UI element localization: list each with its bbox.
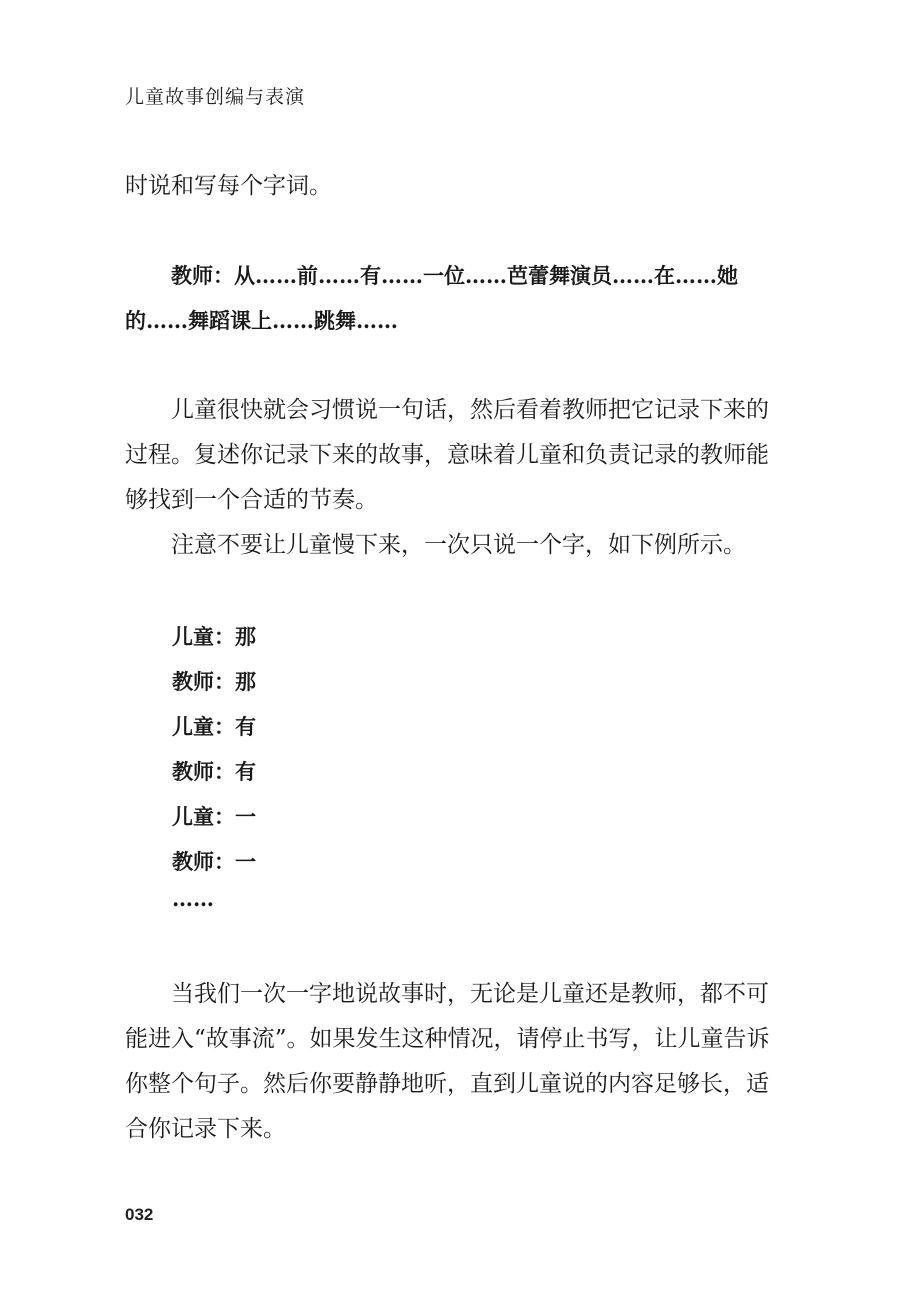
dialogue-ellipsis: …… xyxy=(172,886,214,911)
paragraph-2: 注意不要让儿童慢下来，一次只说一个字，如下例所示。 xyxy=(171,532,746,558)
dialogue-line: 教师：一 xyxy=(172,849,256,874)
dialogue-line: 儿童：一 xyxy=(172,804,256,829)
dialogue-line: 教师：有 xyxy=(172,759,256,784)
dialogue-line: 教师：那 xyxy=(172,669,256,694)
paragraph-3: 当我们一次一字地说故事时，无论是儿童还是教师，都不可能进入“故事流”。如果发生这种情况，请停止书写，让儿童告诉你整个句子。然后你要静静地听，直到儿童说的内容足够长，适合你记录下来。 xyxy=(125,981,770,1142)
dialogue-line: 儿童：有 xyxy=(172,714,256,739)
page-number: 032 xyxy=(125,1205,154,1224)
dialogue-line: 儿童：那 xyxy=(172,624,256,649)
continuation-paragraph: 时说和写每个字词。 xyxy=(125,173,332,199)
example-dialogue-teacher: 教师：从……前……有……一位……芭蕾舞演员……在……她的……舞蹈课上……跳舞…… xyxy=(125,263,738,333)
paragraph-1: 儿童很快就会习惯说一句话，然后看着教师把它记录下来的过程。复述你记录下来的故事，意味着儿童和负责记录的教师能够找到一个合适的节奏。 xyxy=(125,397,769,513)
running-header: 儿童故事创编与表演 xyxy=(125,86,306,108)
